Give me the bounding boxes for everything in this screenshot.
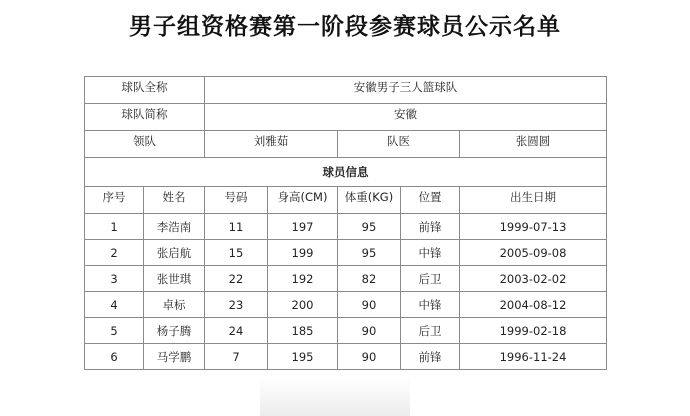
position-cell: 中锋 — [401, 292, 460, 318]
birth-date-cell: 2003-02-02 — [460, 266, 607, 292]
weight-cell: 95 — [338, 214, 401, 240]
birth-date-cell: 2005-09-08 — [460, 240, 607, 266]
player-number-cell: 2 — [85, 240, 144, 266]
position-cell: 前锋 — [401, 214, 460, 240]
height-cell: 199 — [268, 240, 338, 266]
team-short-name-row — [85, 104, 607, 131]
player-name-cell: 张世琪 — [144, 266, 205, 292]
players-section-row — [85, 158, 607, 187]
player-name-cell: 李浩南 — [144, 214, 205, 240]
players-section-label: 球员信息 — [85, 158, 607, 187]
doctor-label: 队医 — [338, 131, 460, 158]
weight-cell: 82 — [338, 266, 401, 292]
doctor-value: 张圆圆 — [460, 131, 607, 158]
player-name-cell: 卓标 — [144, 292, 205, 318]
height-cell: 192 — [268, 266, 338, 292]
player-number-cell: 5 — [85, 318, 144, 344]
column-header: 序号 — [85, 187, 144, 214]
jersey-number-cell: 23 — [205, 292, 268, 318]
team-full-name-value: 安徽男子三人篮球队 — [205, 77, 607, 104]
height-cell: 200 — [268, 292, 338, 318]
birth-date-cell: 2004-08-12 — [460, 292, 607, 318]
birth-date-cell: 1999-07-13 — [460, 214, 607, 240]
weight-cell: 90 — [338, 292, 401, 318]
birth-date-cell: 1999-02-18 — [460, 318, 607, 344]
jersey-number-cell: 15 — [205, 240, 268, 266]
player-number-cell: 6 — [85, 344, 144, 370]
position-cell: 后卫 — [401, 318, 460, 344]
birth-date-cell: 1996-11-24 — [460, 344, 607, 370]
position-cell: 中锋 — [401, 240, 460, 266]
table-row — [85, 240, 607, 266]
player-name-cell: 张启航 — [144, 240, 205, 266]
leader-value: 刘雅茹 — [205, 131, 338, 158]
column-header: 出生日期 — [460, 187, 607, 214]
page-title: 男子组资格赛第一阶段参赛球员公示名单 — [129, 14, 561, 40]
column-header: 姓名 — [144, 187, 205, 214]
bottom-shadow — [260, 378, 410, 416]
table-row — [85, 214, 607, 240]
player-name-cell: 马学鹏 — [144, 344, 205, 370]
table-row — [85, 344, 607, 370]
team-short-name-value: 安徽 — [205, 104, 607, 131]
team-short-name-label: 球队简称 — [85, 104, 205, 131]
jersey-number-cell: 11 — [205, 214, 268, 240]
table-row — [85, 292, 607, 318]
player-name-cell: 杨子腾 — [144, 318, 205, 344]
position-cell: 前锋 — [401, 344, 460, 370]
column-header: 体重(KG) — [338, 187, 401, 214]
height-cell: 185 — [268, 318, 338, 344]
leader-label: 领队 — [85, 131, 205, 158]
player-number-cell: 4 — [85, 292, 144, 318]
table-header-row — [85, 187, 607, 214]
column-header: 号码 — [205, 187, 268, 214]
roster-table — [84, 76, 607, 370]
team-full-name-row — [85, 77, 607, 104]
staff-row — [85, 131, 607, 158]
team-full-name-label: 球队全称 — [85, 77, 205, 104]
height-cell: 197 — [268, 214, 338, 240]
column-header: 身高(CM) — [268, 187, 338, 214]
jersey-number-cell: 24 — [205, 318, 268, 344]
jersey-number-cell: 22 — [205, 266, 268, 292]
jersey-number-cell: 7 — [205, 344, 268, 370]
weight-cell: 90 — [338, 318, 401, 344]
player-number-cell: 1 — [85, 214, 144, 240]
weight-cell: 90 — [338, 344, 401, 370]
position-cell: 后卫 — [401, 266, 460, 292]
column-header: 位置 — [401, 187, 460, 214]
height-cell: 195 — [268, 344, 338, 370]
table-row — [85, 266, 607, 292]
table-row — [85, 318, 607, 344]
weight-cell: 95 — [338, 240, 401, 266]
player-number-cell: 3 — [85, 266, 144, 292]
